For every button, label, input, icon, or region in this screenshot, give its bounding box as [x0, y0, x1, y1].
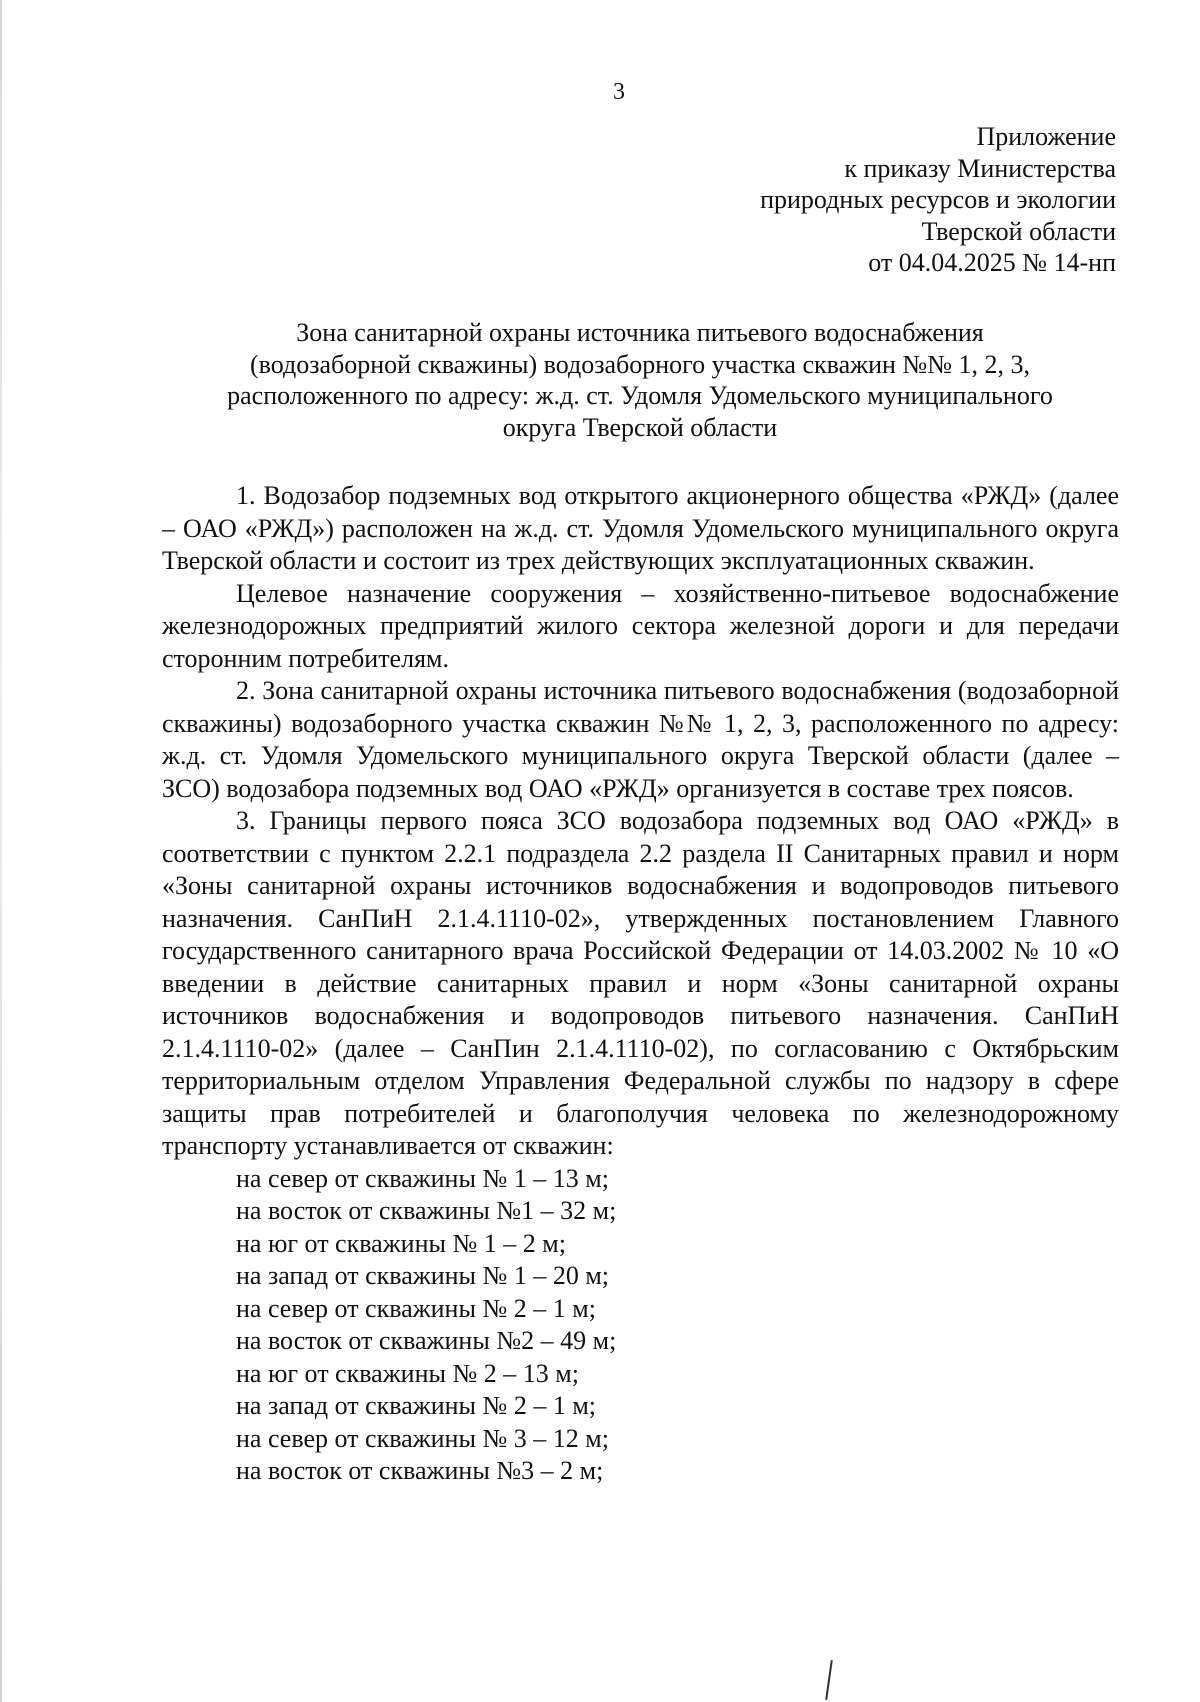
appendix-header [760, 121, 1116, 279]
boundary-list [162, 1163, 1119, 1488]
appendix-line: природных ресурсов и экологии [760, 185, 1116, 214]
appendix-line: к приказу Министерства [844, 153, 1116, 183]
boundary-item: на юг от скважины № 2 – 13 м; [236, 1358, 579, 1388]
boundary-item: на восток от скважины №3 – 2 м; [236, 1456, 604, 1485]
boundary-item: на запад от скважины № 2 – 1 м; [236, 1391, 597, 1420]
appendix-line: Приложение [976, 122, 1116, 151]
pen-mark [825, 1660, 833, 1700]
document-body [162, 480, 1119, 1488]
paragraph-2: 2. Зона санитарной охраны источника питьевого водоснабжения (водозаборной скважины) водозаборного участка скважин №№ 1, 2, 3, расположенного по адресу: ж.д. ст. Удомля Удомельского муниципального округа Тверской области (далее – ЗСО) водозабора подземных вод ОАО «РЖД» организуется в составе трех поясов. [162, 676, 1119, 803]
scan-edge-shadow [0, 0, 2, 1702]
document-title [160, 317, 1120, 443]
boundary-item: на север от скважины № 1 – 13 м; [236, 1163, 609, 1193]
boundary-item: на восток от скважины №1 – 32 м; [236, 1196, 617, 1225]
appendix-line: Тверской области [921, 216, 1116, 246]
boundary-item: на запад от скважины № 1 – 20 м; [236, 1261, 610, 1290]
title-line: расположенного по адресу: ж.д. ст. Удомля Удомельского муниципального [227, 381, 1053, 410]
boundary-item: на восток от скважины №2 – 49 м; [236, 1326, 617, 1355]
boundary-item: на юг от скважины № 1 – 2 м; [236, 1228, 566, 1258]
appendix-date-number: от 04.04.2025 № 14-нп [868, 248, 1116, 277]
paragraph-3: 3. Границы первого пояса ЗСО водозабора подземных вод ОАО «РЖД» в соответствии с пунктом 2.2.1 подраздела 2.2 раздела II Санитарных правил и норм «Зоны санитарной охраны источников водоснабжения и водопроводов питьевого назначения. СанПиН 2.1.4.1110-02», утвержденных постановлением Главного государственного санитарного врача Российской Федерации от 14.03.2002 № 10 «О введении в действие санитарных правил и норм «Зоны санитарной охраны источников водоснабжения и водопроводов питьевого назначения. СанПиН 2.1.4.1110-02» (далее – СанПин 2.1.4.1110-02), по согласованию с Октябрьским территориальным отделом Управления Федеральной службы по надзору в сфере защиты прав потребителей и благополучия человека по железнодорожному транспорту устанавливается от скважин: [162, 806, 1119, 1160]
paragraph-1: 1. Водозабор подземных вод открытого акционерного общества «РЖД» (далее – ОАО «РЖД») расположен на ж.д. ст. Удомля Удомельского муниципального округа Тверской области и состоит из трех действующих эксплуатационных скважин. [162, 481, 1119, 575]
title-line: округа Тверской области [502, 412, 778, 442]
boundary-item: на север от скважины № 2 – 1 м; [236, 1293, 596, 1323]
boundary-item: на север от скважины № 3 – 12 м; [236, 1423, 609, 1453]
page-number: 3 [613, 79, 625, 105]
paragraph-purpose: Целевое назначение сооружения – хозяйственно-питьевое водоснабжение железнодорожных предприятий жилого сектора железной дороги и для передачи сторонним потребителям. [162, 578, 1119, 673]
title-line: (водозаборной скважины) водозаборного участка скважин №№ 1, 2, 3, [249, 349, 1031, 379]
title-line: Зона санитарной охраны источника питьевого водоснабжения [296, 318, 984, 347]
